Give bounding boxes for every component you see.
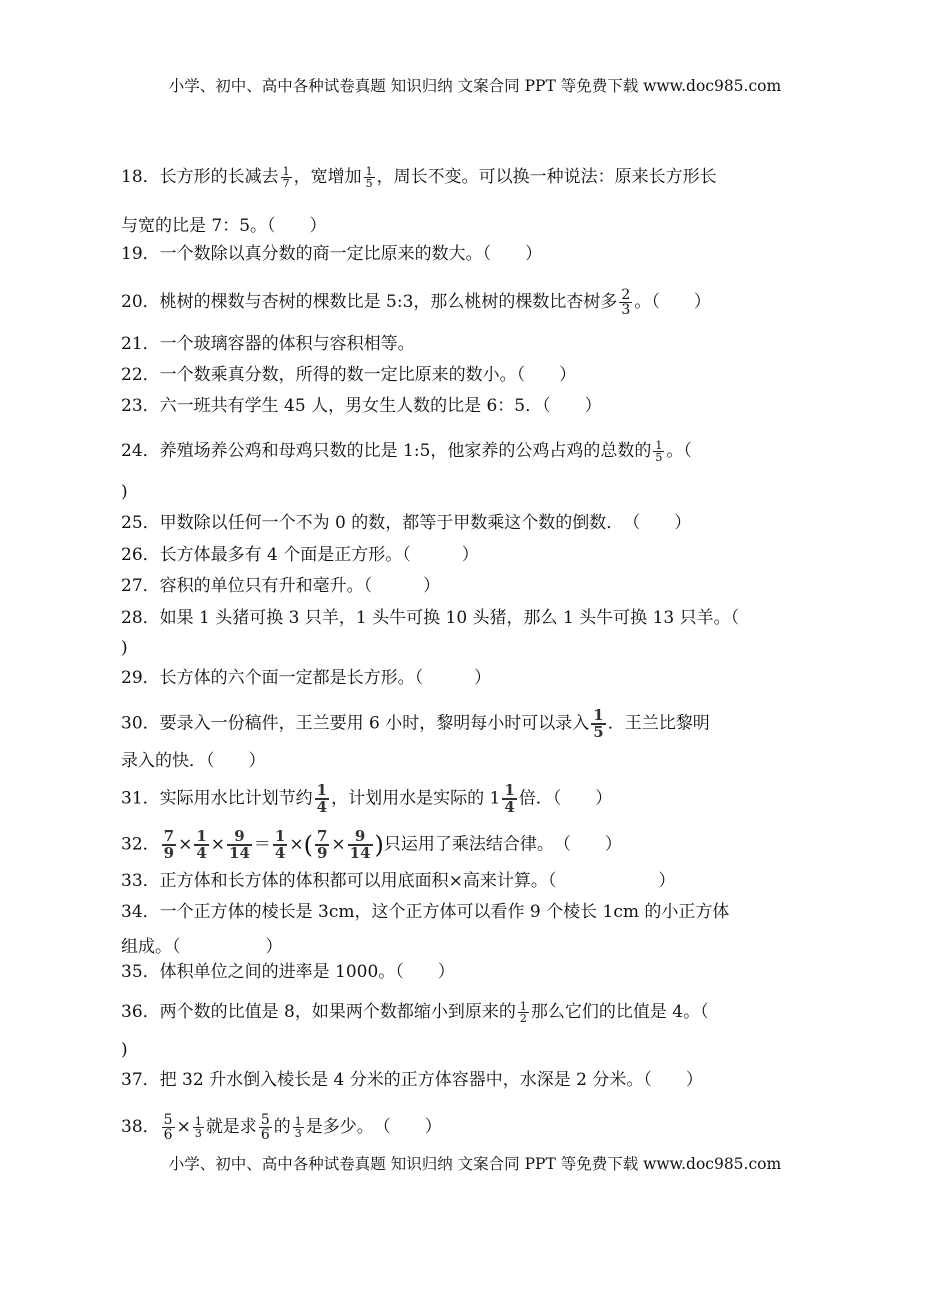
- question-24: 24．养殖场养公鸡和母鸡只数的比是 1:5，他家养的公鸡占鸡的总数的 $\frac{1}{5}$ 。（: [121, 439, 692, 464]
- question-22: 22．一个数乘真分数，所得的数一定比原来的数小。（ ）: [121, 365, 577, 385]
- question-34-line2: 组成。（ ）: [121, 937, 283, 957]
- fraction: $\frac{7}{9}$: [316, 827, 328, 862]
- question-27: 27．容积的单位只有升和毫升。（ ）: [121, 576, 441, 596]
- fraction: $\frac{1}{5}$: [365, 165, 373, 190]
- question-18-line2: 与宽的比是 7：5。（ ）: [121, 216, 327, 236]
- question-28: 28．如果 1 头猪可换 3 只羊，1 头牛可换 10 头猪，那么 1 头牛可换 13 只羊。（: [121, 608, 740, 628]
- question-23: 23．六一班共有学生 45 人，男女生人数的比是 6：5．（ ）: [121, 396, 602, 416]
- question-36: 36．两个数的比值是 8，如果两个数都缩小到原来的 $\frac{1}{2}$ 那么它们的比值是 4。（: [121, 1000, 709, 1025]
- question-38: 38． $\frac{5}{6}$ × $\frac{1}{3}$ 就是求 $\frac{5}{6}$ 的 $\frac{1}{3}$ 是多少。 （ ）: [121, 1112, 442, 1143]
- fraction: $\frac{1}{4}$: [316, 781, 328, 816]
- question-36-line2: ): [121, 1040, 128, 1060]
- fraction: $\frac{1}{4}$: [196, 827, 207, 862]
- fraction: $\frac{5}{6}$: [260, 1112, 270, 1143]
- question-37: 37．把 32 升水倒入棱长是 4 分米的正方体容器中，水深是 2 分米。（ ）: [121, 1070, 703, 1090]
- question-25: 25．甲数除以任何一个不为 0 的数，都等于甲数乘这个数的倒数． （ ）: [121, 513, 692, 533]
- question-31: 31．实际用水比计划节约 $\frac{1}{4}$ ，计划用水是实际的 1 $\frac{1}{4}$ 倍．（ ）: [121, 781, 613, 816]
- question-18: 18．长方形的长减去 $\frac{1}{7}$ ，宽增加 $\frac{1}{5}$ ，周长不变。可以换一种说法：原来长方形长: [121, 165, 717, 190]
- question-19: 19．一个数除以真分数的商一定比原来的数大。（ ）: [121, 244, 543, 264]
- question-20: 20．桃树的棵数与杏树的棵数比是 5:3，那么桃树的棵数比杏树多 $\frac{2}{3}$ 。（ ）: [121, 287, 711, 318]
- fraction: $\frac{9}{14}$: [229, 827, 250, 862]
- fraction: $\frac{9}{14}$: [349, 827, 371, 862]
- question-32: 32． $\frac{7}{9}$ × $\frac{1}{4}$ × $\frac{9}{14}$ ＝ $\frac{1}{4}$ ×( $\frac{7}{9}$ × $\frac{9}{14}$ )只运用了乘法结合律。 （ ）: [121, 827, 622, 862]
- fraction: $\frac{5}{6}$: [163, 1112, 173, 1143]
- fraction: $\frac{1}{5}$: [593, 706, 604, 741]
- question-30: 30．要录入一份稿件，王兰要用 6 小时，黎明每小时可以录入 $\frac{1}{5}$ ．王兰比黎明: [121, 706, 710, 741]
- fraction: $\frac{1}{3}$: [294, 1115, 302, 1140]
- question-33: 33．正方体和长方体的体积都可以用底面积×高来计算。（ ）: [121, 871, 676, 891]
- question-29: 29．长方体的六个面一定都是长方形。（ ）: [121, 668, 492, 688]
- fraction: $\frac{2}{3}$: [621, 287, 631, 318]
- fraction: $\frac{7}{9}$: [163, 827, 175, 862]
- fraction: $\frac{1}{2}$: [519, 1000, 527, 1025]
- fraction: $\frac{1}{4}$: [504, 781, 515, 816]
- question-30-line2: 录入的快．（ ）: [121, 751, 266, 771]
- fraction: $\frac{1}{4}$: [274, 827, 286, 862]
- question-21: 21．一个玻璃容器的体积与容积相等。: [121, 334, 415, 354]
- question-28-line2: ): [121, 638, 128, 658]
- fraction: $\frac{1}{5}$: [655, 439, 663, 464]
- fraction: $\frac{1}{7}$: [282, 165, 290, 190]
- fraction: $\frac{1}{3}$: [194, 1115, 202, 1140]
- question-24-line2: ): [121, 482, 128, 502]
- question-26: 26．长方体最多有 4 个面是正方形。（ ）: [121, 545, 479, 565]
- page-header: 小学、初中、高中各种试卷真题 知识归纳 文案合同 PPT 等免费下载 www.doc985.com: [168, 77, 782, 95]
- page-footer: 小学、初中、高中各种试卷真题 知识归纳 文案合同 PPT 等免费下载 www.doc985.com: [168, 1155, 782, 1173]
- question-34: 34．一个正方体的棱长是 3cm，这个正方体可以看作 9 个棱长 1cm 的小正方体: [121, 902, 730, 922]
- question-35: 35．体积单位之间的进率是 1000。（ ）: [121, 962, 455, 982]
